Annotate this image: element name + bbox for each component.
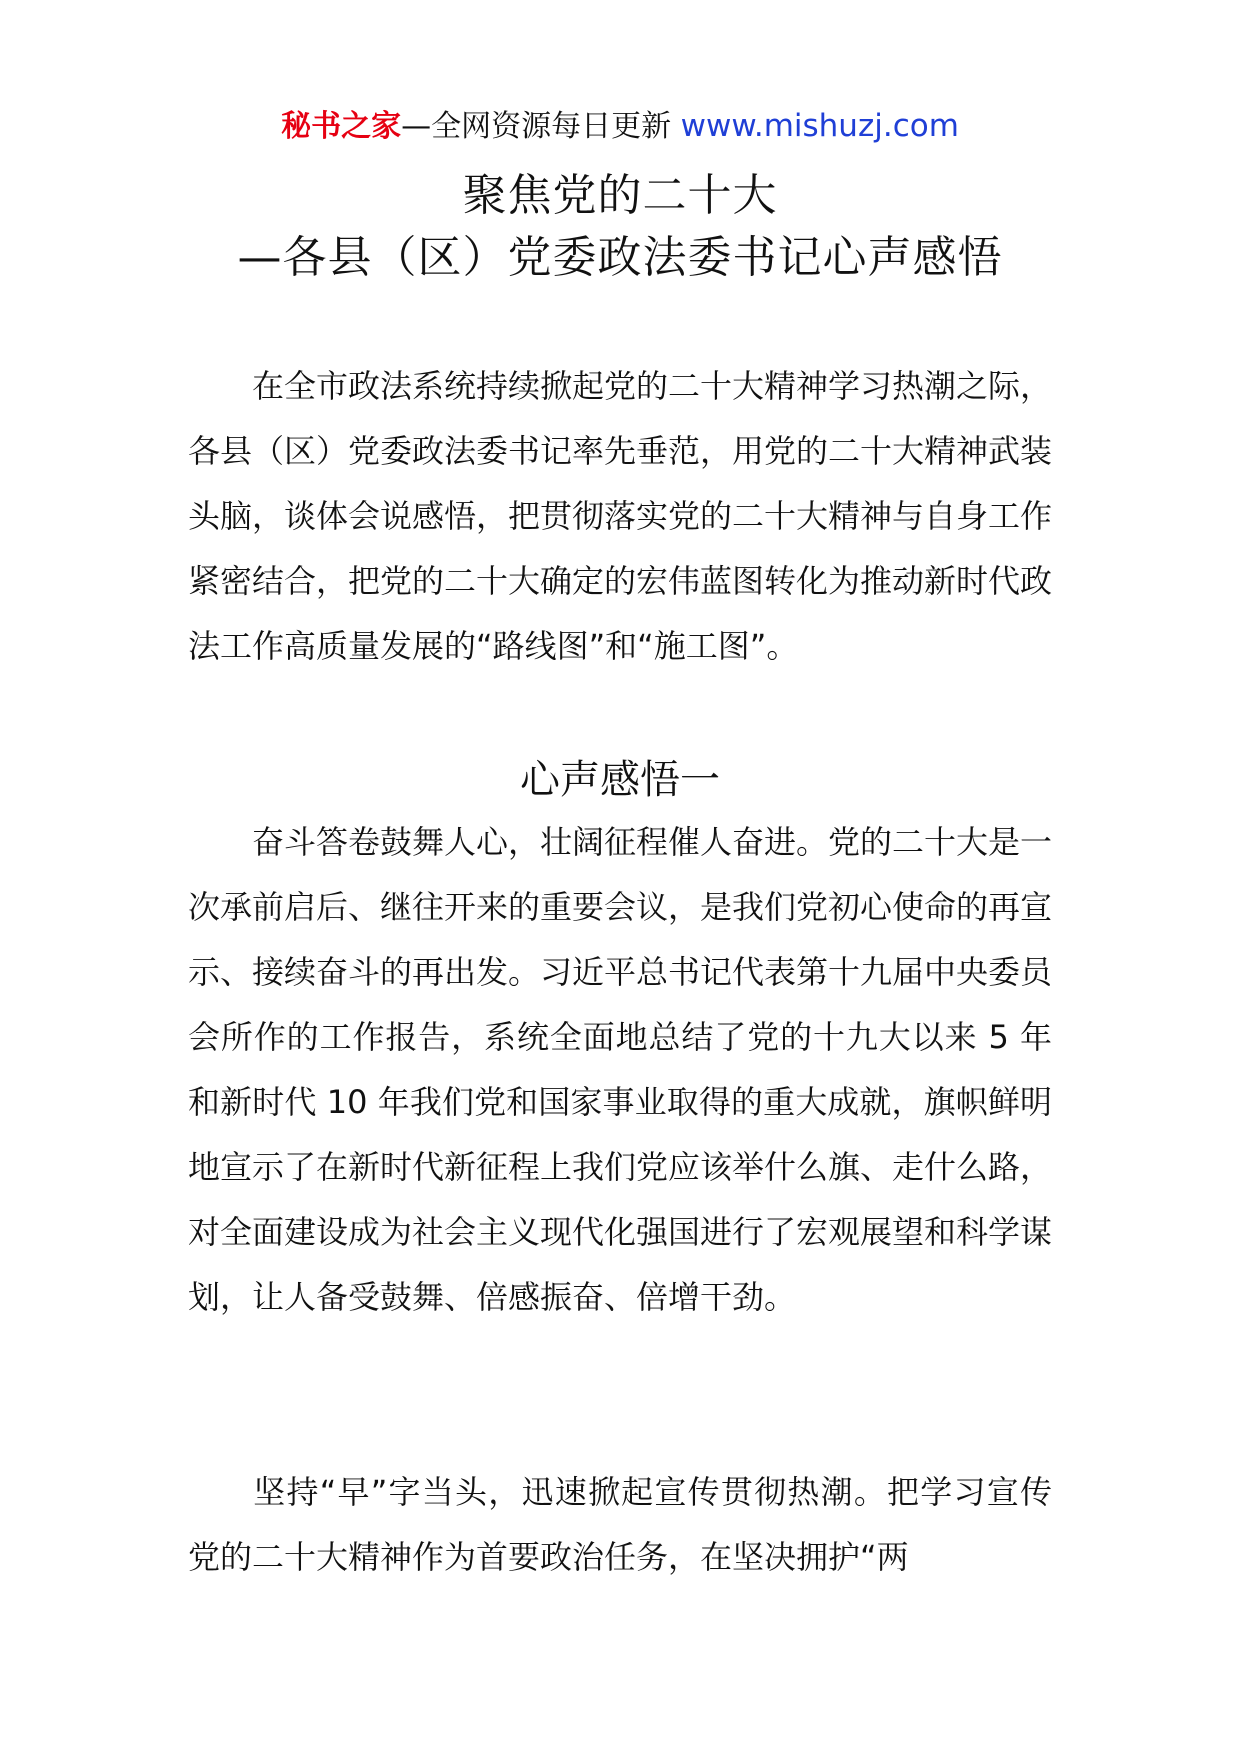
page-header: [0, 104, 1240, 149]
paragraph-text: 坚持“早”字当头，迅速掀起宣传贯彻热潮。把学习宣传党的二十大精神作为首要政治任务，在坚决拥护“两: [188, 1473, 1052, 1576]
section-paragraph: [188, 810, 1052, 1330]
document-title: 聚焦党的二十大: [462, 170, 778, 221]
intro-paragraph: [188, 354, 1052, 679]
intro-text: 在全市政法系统持续掀起党的二十大精神学习热潮之际，各县（区）党委政法委书记率先垂范，用党的二十大精神武装头脑，谈体会说感悟，把贯彻落实党的二十大精神与自身工作紧密结合，把党的二十大确定的宏伟蓝图转化为推动新时代政法工作高质量发展的“路线图”和“施工图”。: [188, 367, 1053, 665]
section-heading: 心声感悟一: [520, 757, 720, 803]
section-paragraph: [188, 1460, 1052, 1590]
website-link[interactable]: www.mishuzj.com: [680, 108, 959, 144]
brand-name: 秘书之家: [281, 109, 402, 144]
header-tagline: —全网资源每日更新: [401, 109, 672, 144]
document-subtitle: —各县（区）党委政法委书记心声感悟: [237, 232, 1003, 283]
paragraph-text: 奋斗答卷鼓舞人心，壮阔征程催人奋进。党的二十大是一次承前启后、继往开来的重要会议，是我们党初心使命的再宣示、接续奋斗的再出发。习近平总书记代表第十九届中央委员会所作的工作报告，系统全面地总结了党的十九大以来 5 年和新时代 10 年我们党和国家事业取得的重大成就，旗帜鲜明地宣示了在新时代新征程上我们党应该举什么旗、走什么路，对全面建设成为社会主义现代化强国进行了宏观展望和科学谋划，让人备受鼓舞、倍感振奋、倍增干劲。: [188, 823, 1053, 1316]
